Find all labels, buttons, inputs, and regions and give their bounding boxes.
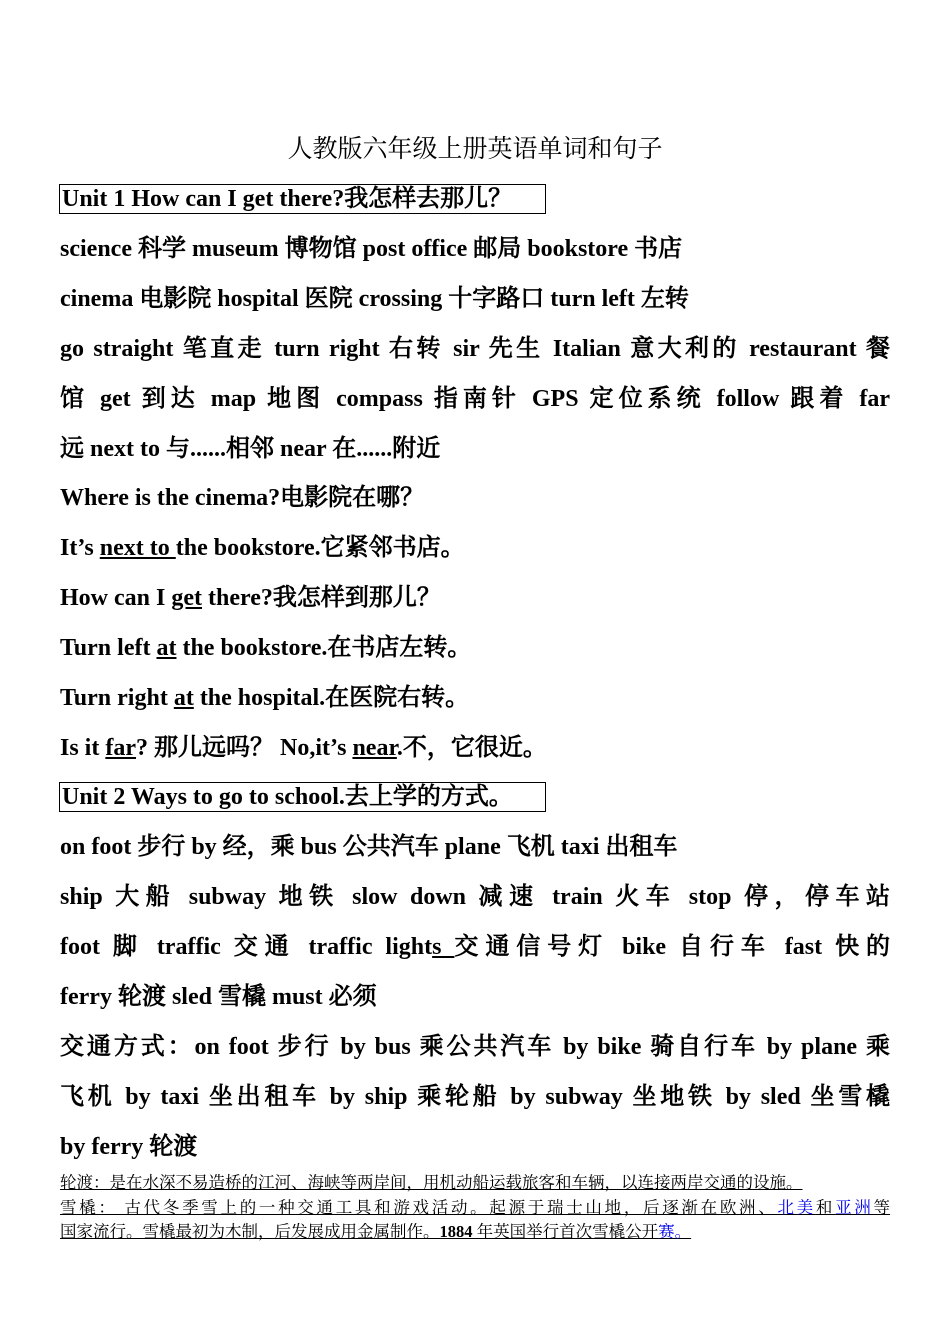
unit1-sentence-4 xyxy=(60,631,890,665)
unit2-vocab-line-3 xyxy=(60,930,890,964)
sentence-text: It’s xyxy=(60,535,100,561)
unit2-vocab-line-1: on foot 步行 by 经，乘 bus 公共汽车 plane 飞机 taxi 出租车 xyxy=(60,834,678,860)
sled-note-line-2 xyxy=(60,1220,890,1244)
unit1-sentence-1: Where is the cinema?电影院在哪？ xyxy=(60,485,425,511)
ferry-note: 轮渡：是在水深不易造桥的江河、海峡等两岸间，用机动船运载旅客和车辆，以连接两岸交通的设施。 xyxy=(60,1173,803,1192)
underlined-keyword: at xyxy=(156,635,177,661)
sentence-text: How can I xyxy=(60,585,172,611)
note-text: 等 xyxy=(873,1198,891,1217)
sentence-text: Turn right xyxy=(60,685,174,711)
unit1-vocab-line-5: 远 next to 与......相邻 near 在......附近 xyxy=(60,436,441,462)
note-text: 雪橇： 古代冬季雪上的一种交通工具和游戏活动。起源于瑞士山地，后逐渐在欧洲、 xyxy=(60,1198,778,1217)
underlined-keyword: at xyxy=(173,685,194,711)
unit1-sentence-5 xyxy=(60,681,890,715)
unit1-heading: Unit 1 How can I get there?我怎样去那儿？ xyxy=(59,184,546,214)
transport-modes-line-2: 飞机 by taxi 坐出租车 by ship 乘轮船 by subway 坐地铁 by sled 坐雪橇 xyxy=(60,1084,890,1110)
sentence-text: the bookstore.在书店左转。 xyxy=(176,635,472,661)
unit2-vocab-line-2: ship 大船 subway 地铁 slow down 减速 train 火车 stop 停，停车站 xyxy=(60,884,890,910)
sentence-text: .不，它很近。 xyxy=(396,735,547,761)
vocab-text: 交通信号灯 bike 自行车 fast 快的 xyxy=(454,934,891,960)
sentence-text: there?我怎样到那儿？ xyxy=(202,585,441,611)
underlined-keyword: next to xyxy=(99,535,176,561)
sentence-text: Turn left xyxy=(60,635,157,661)
vocab-text: foot 脚 traffic 交通 traffic light xyxy=(60,934,433,960)
unit1-vocab-line-1: science 科学 museum 博物馆 post office 邮局 bookstore 书店 xyxy=(60,236,683,262)
document-title: 人教版六年级上册英语单词和句子 xyxy=(287,136,663,163)
north-america-link[interactable]: 北美 xyxy=(777,1198,816,1217)
underlined-keyword: near xyxy=(352,735,397,761)
sentence-text: Is it xyxy=(60,735,106,761)
sentence-text: ? 那儿远吗？ No,it’s xyxy=(136,735,353,761)
unit1-sentence-2 xyxy=(60,531,890,565)
unit1-vocab-line-3: go straight 笔直走 turn right 右转 sir 先生 Italian 意大利的 restaurant 餐 xyxy=(60,336,890,362)
unit2-vocab-line-4: ferry 轮渡 sled 雪橇 must 必须 xyxy=(60,984,377,1010)
underlined-keyword: get xyxy=(171,585,202,611)
unit1-vocab-line-2: cinema 电影院 hospital 医院 crossing 十字路口 turn left 左转 xyxy=(60,286,689,312)
transport-modes-line-1: 交通方式：on foot 步行 by bus 乘公共汽车 by bike 骑自行车 by plane 乘 xyxy=(60,1034,890,1060)
sentence-text: the hospital.在医院右转。 xyxy=(193,685,470,711)
sentence-text: the bookstore.它紧邻书店。 xyxy=(175,535,465,561)
unit1-sentence-3 xyxy=(60,581,890,615)
unit1-sentence-6 xyxy=(60,731,890,765)
transport-modes-line-3: by ferry 轮渡 xyxy=(60,1134,198,1160)
note-text: 和 xyxy=(815,1198,836,1217)
asia-link[interactable]: 亚洲 xyxy=(835,1198,874,1217)
sled-note-line-1 xyxy=(60,1196,890,1220)
competition-link[interactable]: 赛。 xyxy=(658,1222,692,1241)
unit1-vocab-line-4: 馆 get 到达 map 地图 compass 指南针 GPS 定位系统 follow 跟着 far xyxy=(60,386,890,412)
note-year: 1884 xyxy=(439,1222,473,1241)
note-text: 国家流行。雪橇最初为木制，后发展成用金属制作。 xyxy=(60,1222,440,1241)
note-text: 年英国举行首次雪橇公开 xyxy=(472,1222,659,1241)
underlined-keyword: far xyxy=(105,735,136,761)
unit2-heading: Unit 2 Ways to go to school.去上学的方式。 xyxy=(59,782,546,812)
underlined-keyword: s xyxy=(432,934,455,960)
